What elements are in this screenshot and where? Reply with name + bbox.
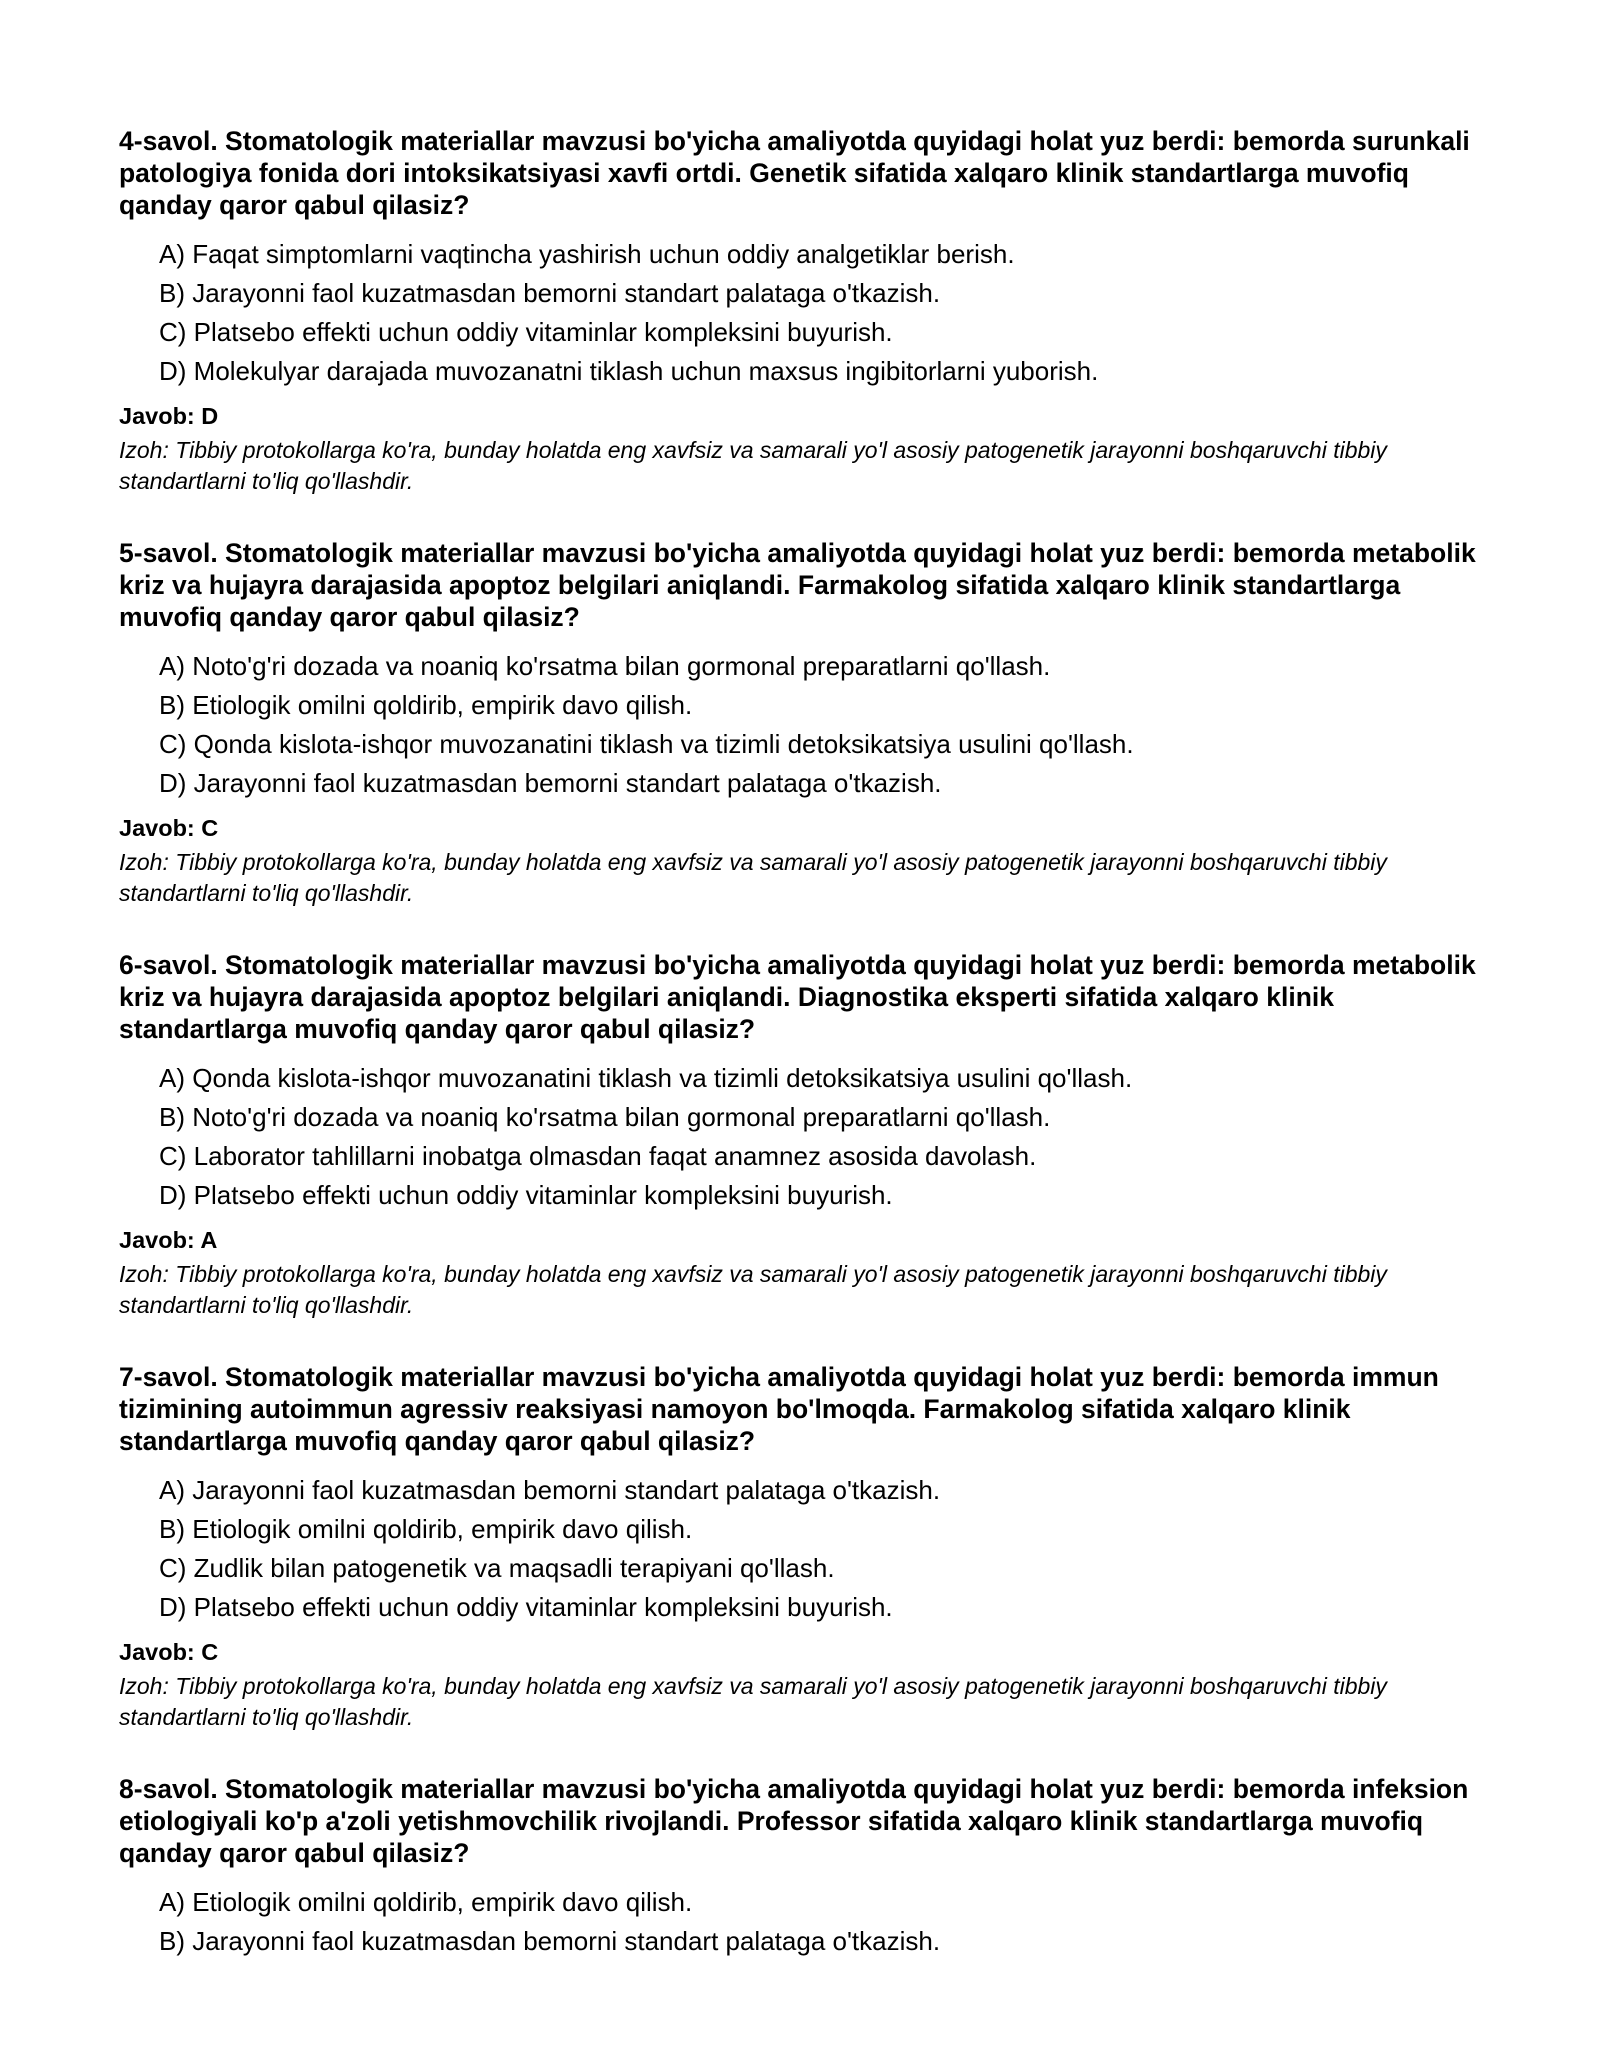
option-d: D) Jarayonni faol kuzatmasdan bemorni standart palataga o'tkazish. <box>159 768 942 798</box>
option-b: B) Jarayonni faol kuzatmasdan bemorni standart palataga o'tkazish. <box>159 278 941 308</box>
option-c: C) Zudlik bilan patogenetik va maqsadli terapiyani qo'llash. <box>159 1553 835 1583</box>
option-c: C) Platsebo effekti uchun oddiy vitaminlar kompleksini buyurish. <box>159 317 893 347</box>
option-a: A) Faqat simptomlarni vaqtincha yashirish uchun oddiy analgetiklar berish. <box>159 239 1015 269</box>
explanation: Izoh: Tibbiy protokollarga ko'ra, bunday holatda eng xavfsiz va samarali yo'l asosiy patogenetik jarayonni boshqaruvchi tibbiy standartlarni to'liq qo'llashdir. <box>119 849 1387 906</box>
question-8 <box>119 1773 1489 1961</box>
question-4 <box>119 125 1489 497</box>
question-6 <box>119 949 1489 1321</box>
options-list <box>119 1883 1489 1961</box>
options-list <box>119 1059 1489 1215</box>
option-d: D) Platsebo effekti uchun oddiy vitaminlar kompleksini buyurish. <box>159 1180 893 1210</box>
option-c: C) Qonda kislota-ishqor muvozanatini tiklash va tizimli detoksikatsiya usulini qo'llash. <box>159 729 1134 759</box>
option-a: A) Qonda kislota-ishqor muvozanatini tiklash va tizimli detoksikatsiya usulini qo'llash. <box>159 1063 1133 1093</box>
question-5 <box>119 537 1489 909</box>
options-list <box>119 1471 1489 1627</box>
answer: Javob: C <box>119 815 219 841</box>
question-7 <box>119 1361 1489 1733</box>
option-b: B) Noto'g'ri dozada va noaniq ko'rsatma bilan gormonal preparatlarni qo'llash. <box>159 1102 1051 1132</box>
answer: Javob: C <box>119 1639 219 1665</box>
option-b: B) Etiologik omilni qoldirib, empirik davo qilish. <box>159 690 693 720</box>
question-title: 5-savol. Stomatologik materiallar mavzusi bo'yicha amaliyotda quyidagi holat yuz berdi: bemorda metabolik kriz va hujayra darajasida apoptoz belgilari aniqlandi. Farmakolog sifatida xalqaro klinik standartlarga muvofiq qanday qaror qabul qilasiz? <box>119 538 1476 632</box>
document-page <box>119 125 1489 2001</box>
question-title: 8-savol. Stomatologik materiallar mavzusi bo'yicha amaliyotda quyidagi holat yuz berdi: bemorda infeksion etiologiyali ko'p a'zoli yetishmovchilik rivojlandi. Professor sifatida xalqaro klinik standartlarga muvofiq qanday qaror qabul qilasiz? <box>119 1774 1469 1868</box>
answer: Javob: A <box>119 1227 218 1253</box>
answer: Javob: D <box>119 403 219 429</box>
option-a: A) Etiologik omilni qoldirib, empirik davo qilish. <box>159 1887 693 1917</box>
option-a: A) Noto'g'ri dozada va noaniq ko'rsatma bilan gormonal preparatlarni qo'llash. <box>159 651 1051 681</box>
explanation: Izoh: Tibbiy protokollarga ko'ra, bunday holatda eng xavfsiz va samarali yo'l asosiy patogenetik jarayonni boshqaruvchi tibbiy standartlarni to'liq qo'llashdir. <box>119 1673 1387 1730</box>
option-a: A) Jarayonni faol kuzatmasdan bemorni standart palataga o'tkazish. <box>159 1475 941 1505</box>
options-list <box>119 647 1489 803</box>
question-title: 6-savol. Stomatologik materiallar mavzusi bo'yicha amaliyotda quyidagi holat yuz berdi: bemorda metabolik kriz va hujayra darajasida apoptoz belgilari aniqlandi. Diagnostika eksperti sifatida xalqaro klinik standartlarga muvofiq qanday qaror qabul qilasiz? <box>119 950 1476 1044</box>
option-b: B) Etiologik omilni qoldirib, empirik davo qilish. <box>159 1514 693 1544</box>
option-d: D) Molekulyar darajada muvozanatni tiklash uchun maxsus ingibitorlarni yuborish. <box>159 356 1099 386</box>
explanation: Izoh: Tibbiy protokollarga ko'ra, bunday holatda eng xavfsiz va samarali yo'l asosiy patogenetik jarayonni boshqaruvchi tibbiy standartlarni to'liq qo'llashdir. <box>119 437 1387 494</box>
options-list <box>119 235 1489 391</box>
option-d: D) Platsebo effekti uchun oddiy vitaminlar kompleksini buyurish. <box>159 1592 893 1622</box>
option-c: C) Laborator tahlillarni inobatga olmasdan faqat anamnez asosida davolash. <box>159 1141 1037 1171</box>
option-b: B) Jarayonni faol kuzatmasdan bemorni standart palataga o'tkazish. <box>159 1926 941 1956</box>
question-title: 4-savol. Stomatologik materiallar mavzusi bo'yicha amaliyotda quyidagi holat yuz berdi: bemorda surunkali patologiya fonida dori intoksikatsiyasi xavfi ortdi. Genetik sifatida xalqaro klinik standartlarga muvofiq qanday qaror qabul qilasiz? <box>119 126 1470 220</box>
explanation: Izoh: Tibbiy protokollarga ko'ra, bunday holatda eng xavfsiz va samarali yo'l asosiy patogenetik jarayonni boshqaruvchi tibbiy standartlarni to'liq qo'llashdir. <box>119 1261 1387 1318</box>
question-title: 7-savol. Stomatologik materiallar mavzusi bo'yicha amaliyotda quyidagi holat yuz berdi: bemorda immun tizimining autoimmun agressiv reaksiyasi namoyon bo'lmoqda. Farmakolog sifatida xalqaro klinik standartlarga muvofiq qanday qaror qabul qilasiz? <box>119 1362 1439 1456</box>
